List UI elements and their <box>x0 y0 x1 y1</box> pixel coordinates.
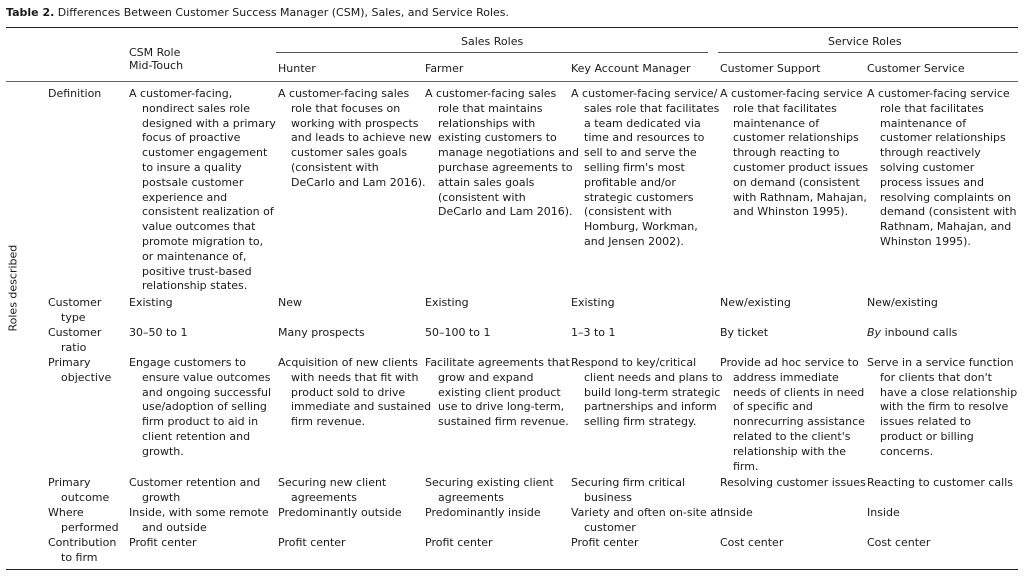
cell-where-farmer: Predominantly inside <box>425 506 541 519</box>
table-title: Differences Between Customer Success Manager (CSM), Sales, and Service Roles. <box>57 6 510 19</box>
row-label-where-performed: Where performed <box>48 506 119 534</box>
cell-outcome-farmer: Securing existing client agreements <box>425 476 554 504</box>
cell-contribution-support: Cost center <box>720 536 784 549</box>
table-number: Table 2. <box>6 6 55 19</box>
cell-ratio-csm: 30–50 to 1 <box>129 326 188 339</box>
cell-ratio-farmer: 50–100 to 1 <box>425 326 491 339</box>
cell-definition-farmer: A customer-facing sales role that maintains relationships with existing customers to manage negotiations and purchase agreements to attain sales goals (consistent with DeCarlo and Lam 2016). <box>425 87 579 219</box>
cell-ratio-service-text: inbound calls <box>884 326 958 339</box>
cell-definition-csm: A customer-facing, nondirect sales role designed with a primary focus of proactive customer engagement to insure a quality postsale customer experience and consistent realization of value outcomes that promote migration to, or maintenance of, positive trust-based relationship states. <box>129 87 276 293</box>
cell-objective-csm: Engage customers to ensure value outcomes and ongoing successful use/adoption of selling firm product to aid in client retention and growth. <box>129 356 272 458</box>
cell-definition-kam: A customer-facing service/ sales role that facilitates a team dedicated via time and resources to sell to and serve the selling firm's most profitable and/or strategic customers (consistent with Homburg, Workman, and Jensen 2002). <box>571 87 720 248</box>
cell-objective-farmer: Facilitate agreements that grow and expand existing client product use to drive long-term, sustained firm revenue. <box>425 356 570 429</box>
column-header-csm-line1: CSM Role <box>129 46 181 59</box>
cell-contribution-service: Cost center <box>867 536 931 549</box>
row-label-primary-outcome: Primary outcome <box>48 476 110 504</box>
cell-objective-kam: Respond to key/critical client needs and plans to build long-term strategic partnerships and inform selling firm strategy. <box>571 356 723 429</box>
sales-group-rule <box>276 52 708 53</box>
column-header-farmer: Farmer <box>425 62 464 75</box>
cell-contribution-farmer: Profit center <box>425 536 493 549</box>
cell-ratio-service <box>867 326 957 341</box>
group-header-service: Service Roles <box>828 35 902 48</box>
bottom-rule <box>6 569 1018 570</box>
cell-where-service: Inside <box>867 506 900 519</box>
cell-objective-hunter: Acquisition of new clients with needs that fit with product sold to drive immediate and sustained firm revenue. <box>278 356 432 429</box>
cell-type-hunter: New <box>278 296 302 309</box>
cell-outcome-kam: Securing firm critical business <box>571 476 686 504</box>
header-rule <box>6 81 1018 82</box>
cell-contribution-csm: Profit center <box>129 536 197 549</box>
row-label-customer-ratio: Customer ratio <box>48 326 102 354</box>
column-header-support: Customer Support <box>720 62 821 75</box>
column-header-csm-line2: Mid-Touch <box>129 59 184 72</box>
cell-type-service: New/existing <box>867 296 938 309</box>
row-label-contribution: Contribution to firm <box>48 536 117 564</box>
cell-type-support: New/existing <box>720 296 791 309</box>
cell-ratio-support: By ticket <box>720 326 769 339</box>
cell-where-hunter: Predominantly outside <box>278 506 402 519</box>
cell-objective-support: Provide ad hoc service to address immediate needs of clients in need of specific and nonrecurring assistance related to the client's relationship with the firm. <box>720 356 865 473</box>
row-label-primary-objective: Primary objective <box>48 356 112 384</box>
table-caption <box>6 6 509 19</box>
side-label: Roles described <box>6 244 20 332</box>
group-header-sales: Sales Roles <box>461 35 524 48</box>
cell-outcome-support: Resolving customer issues <box>720 476 866 489</box>
cell-definition-hunter: A customer-facing sales role that focuses on working with prospects and leads to achieve new customer sales goals (consistent with DeCarlo and Lam 2016). <box>278 87 432 189</box>
cell-definition-support: A customer-facing service role that facilitates maintenance of customer relationships through reacting to customer product issues on demand (consistent with Rathnam, Mahajan, and Whinston 1995). <box>720 87 869 219</box>
column-header-csm <box>129 46 183 72</box>
cell-where-support: Inside <box>720 506 753 519</box>
top-rule <box>6 27 1018 28</box>
cell-outcome-service: Reacting to customer calls <box>867 476 1013 489</box>
row-label-definition: Definition <box>48 87 102 100</box>
cell-definition-service: A customer-facing service role that facilitates maintenance of customer relationships through reactively solving customer process issues and resolving complaints on demand (consistent with Rathnam, Mahajan, and Whinston 1995). <box>867 87 1017 248</box>
cell-type-csm: Existing <box>129 296 173 309</box>
cell-outcome-hunter: Securing new client agreements <box>278 476 387 504</box>
service-group-rule <box>718 52 1018 53</box>
cell-contribution-hunter: Profit center <box>278 536 346 549</box>
cell-ratio-hunter: Many prospects <box>278 326 365 339</box>
column-header-kam: Key Account Manager <box>571 62 691 75</box>
row-label-customer-type: Customer type <box>48 296 102 324</box>
column-header-service: Customer Service <box>867 62 965 75</box>
cell-where-csm: Inside, with some remote and outside <box>129 506 269 534</box>
cell-contribution-kam: Profit center <box>571 536 639 549</box>
column-header-hunter: Hunter <box>278 62 316 75</box>
cell-objective-service: Serve in a service function for clients that don't have a close relationship with the firm to resolve issues related to product or billing concerns. <box>867 356 1018 458</box>
cell-ratio-service-prefix: By <box>867 326 882 339</box>
cell-outcome-csm: Customer retention and growth <box>129 476 261 504</box>
cell-where-kam: Variety and often on-site at customer <box>571 506 722 534</box>
cell-ratio-kam: 1–3 to 1 <box>571 326 616 339</box>
cell-type-kam: Existing <box>571 296 615 309</box>
cell-type-farmer: Existing <box>425 296 469 309</box>
